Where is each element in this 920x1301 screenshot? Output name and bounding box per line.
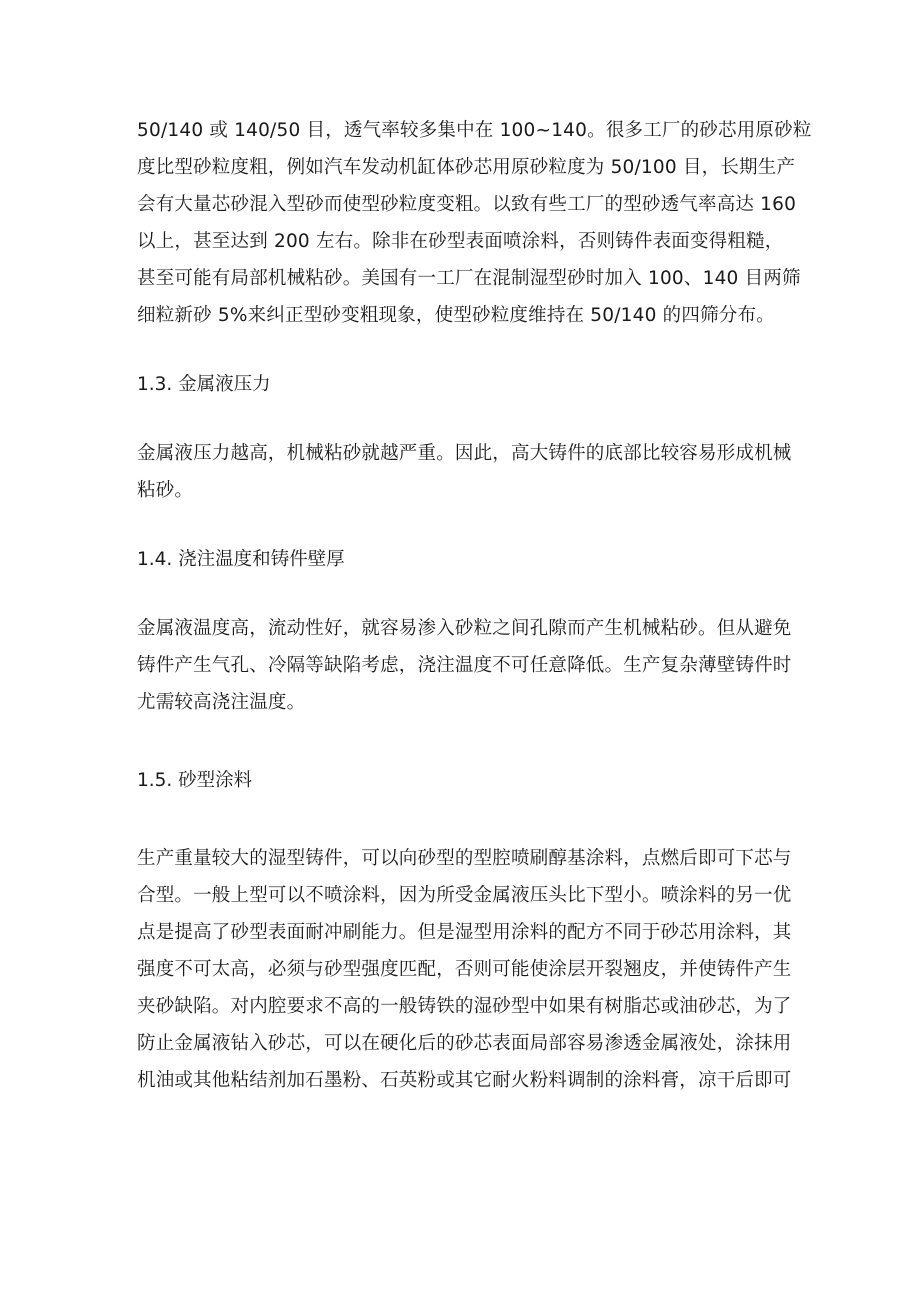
- section-heading-1-4: 1.4. 浇注温度和铸件壁厚: [137, 549, 345, 570]
- text-line: 金属液温度高，流动性好，就容易渗入砂粒之间孔隙而产生机械粘砂。但从避免: [137, 618, 792, 639]
- paragraph-metal-pressure: [137, 435, 792, 509]
- paragraph-sand-grain: [137, 112, 812, 334]
- text-line: 机油或其他粘结剂加石墨粉、石英粉或其它耐火粉料调制的涂料膏，凉干后即可: [137, 1070, 792, 1091]
- text-line: 铸件产生气孔、冷隔等缺陷考虑，浇注温度不可任意降低。生产复杂薄壁铸件时: [137, 655, 792, 676]
- section-heading-1-5: 1.5. 砂型涂料: [137, 770, 253, 791]
- text-line: 金属液压力越高，机械粘砂就越严重。因此，高大铸件的底部比较容易形成机械: [137, 443, 792, 464]
- document-body: [137, 112, 812, 1099]
- text-line: 度比型砂粒度粗，例如汽车发动机缸体砂芯用原砂粒度为 50/100 目，长期生产: [137, 157, 796, 178]
- paragraph-pouring-temperature: [137, 610, 792, 721]
- text-line: 合型。一般上型可以不喷涂料，因为所受金属液压头比下型小。喷涂料的另一优: [137, 885, 792, 906]
- text-line: 生产重量较大的湿型铸件，可以向砂型的型腔喷刷醇基涂料，点燃后即可下芯与: [137, 848, 792, 869]
- text-line: 细粒新砂 5%来纠正型砂变粗现象，使型砂粒度维持在 50/140 的四筛分布。: [137, 305, 775, 326]
- text-line: 甚至可能有局部机械粘砂。美国有一工厂在混制湿型砂时加入 100、140 目两筛: [137, 268, 801, 289]
- text-line: 点是提高了砂型表面耐冲刷能力。但是湿型用涂料的配方不同于砂芯用涂料，其: [137, 922, 792, 943]
- text-line: 50/140 或 140/50 目，透气率较多集中在 100~140。很多工厂的砂芯用原砂粒: [137, 120, 812, 141]
- section-heading-1-3: 1.3. 金属液压力: [137, 374, 271, 395]
- text-line: 强度不可太高，必须与砂型强度匹配，否则可能使涂层开裂翘皮，并使铸件产生: [137, 959, 792, 980]
- text-line: 以上，甚至达到 200 左右。除非在砂型表面喷涂料，否则铸件表面变得粗糙，: [137, 231, 784, 252]
- text-line: 夹砂缺陷。对内腔要求不高的一般铸铁的湿砂型中如果有树脂芯或油砂芯，为了: [137, 996, 792, 1017]
- paragraph-mold-coating: [137, 840, 792, 1099]
- text-line: 会有大量芯砂混入型砂而使型砂粒度变粗。以致有些工厂的型砂透气率高达 160: [137, 194, 797, 215]
- text-line: 粘砂。: [137, 480, 194, 501]
- text-line: 防止金属液钻入砂芯，可以在硬化后的砂芯表面局部容易渗透金属液处，涂抹用: [137, 1033, 792, 1054]
- text-line: 尤需较高浇注温度。: [137, 692, 306, 713]
